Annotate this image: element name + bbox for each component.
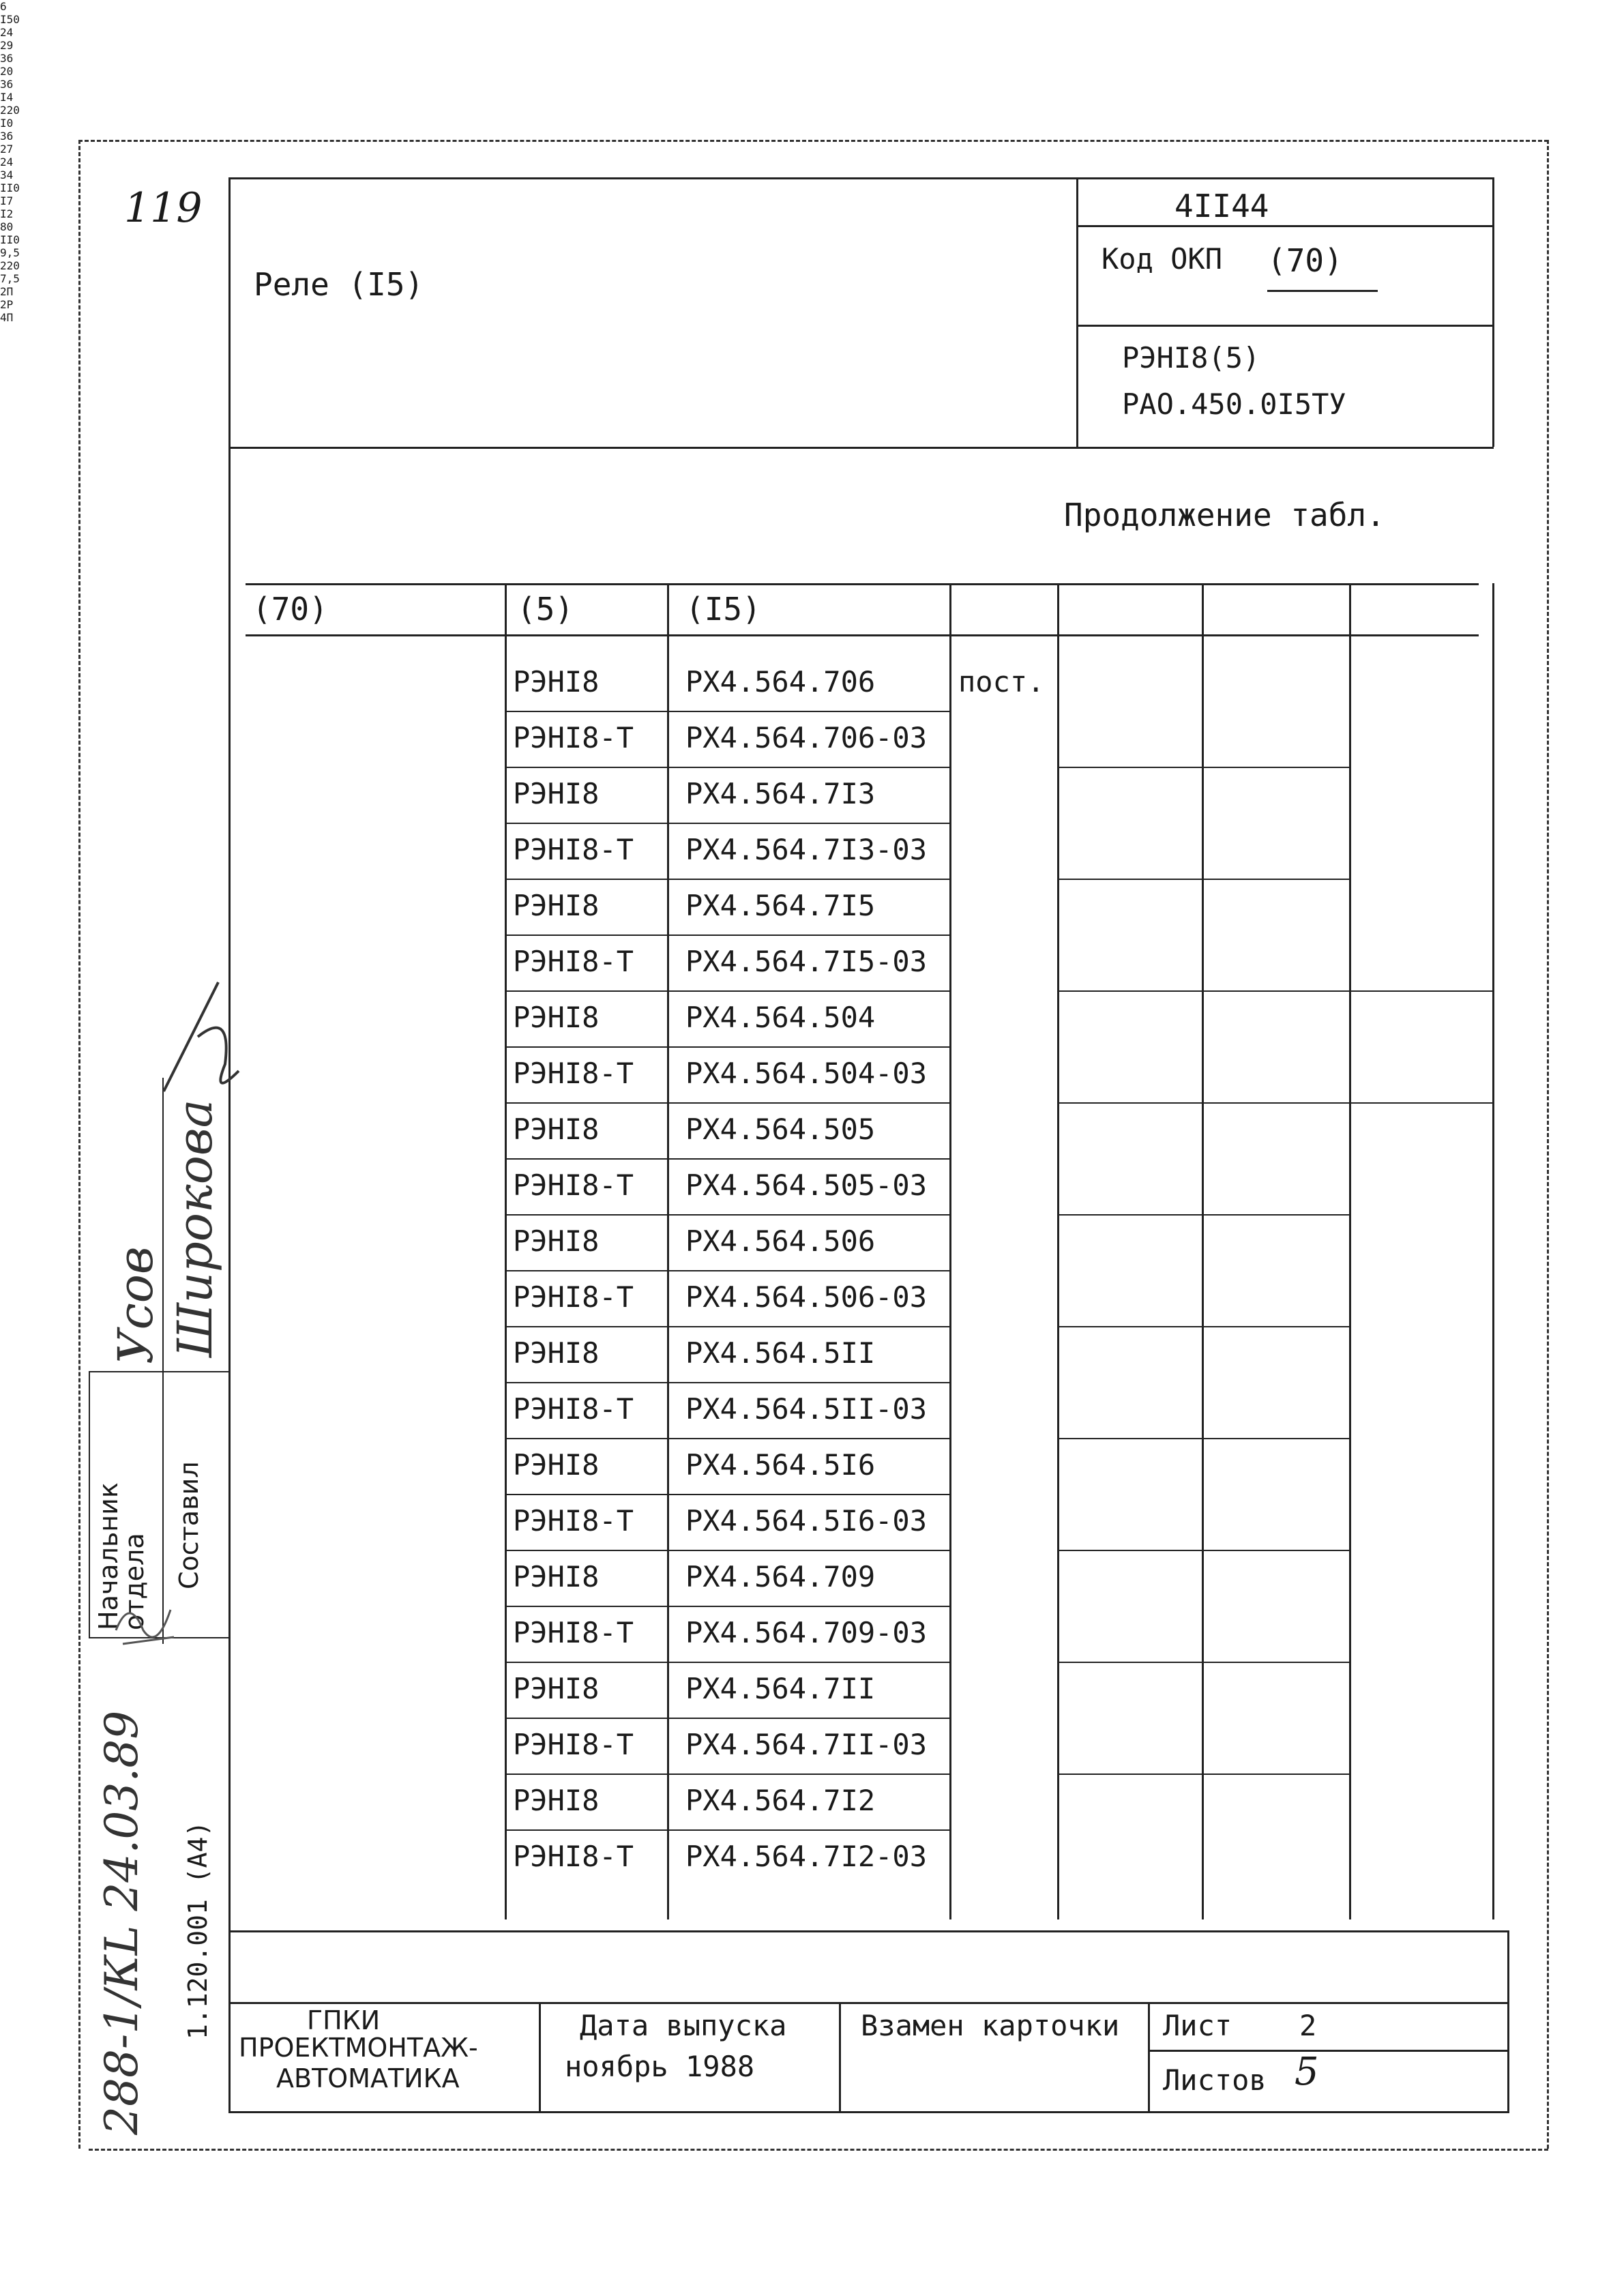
row-model: РЭHI8 (513, 889, 600, 922)
col-header-70: (70) (252, 591, 328, 628)
row-model: РЭHI8 (513, 1784, 600, 1817)
row-code: РХ4.564.7II-03 (685, 1728, 928, 1761)
table-groups (0, 0, 1611, 285)
current-type: пост. (958, 665, 1045, 698)
row-line (505, 1158, 949, 1160)
row-line (505, 1829, 949, 1831)
stamp-line-3 (89, 1371, 228, 1372)
row-model: РЭHI8 (513, 665, 600, 698)
group-voltage: 24 (0, 26, 14, 39)
row-line (505, 1494, 949, 1495)
row-code: РХ4.564.7I3-03 (685, 833, 928, 866)
group-line (1057, 1326, 1349, 1327)
okp-label: Код ОКП (1102, 242, 1223, 276)
sheets-label: Листов (1163, 2063, 1267, 2097)
row-code: РХ4.564.5II (685, 1336, 876, 1370)
row-line (505, 1326, 949, 1327)
row-line (505, 1718, 949, 1719)
row-line (505, 990, 949, 992)
group-resistance: I50 (0, 13, 20, 26)
group-voltage: 24 (0, 156, 14, 168)
page-title: Реле (I5) (254, 266, 424, 303)
group-voltage: 220 (0, 104, 20, 117)
group-resistance: 27 (0, 143, 14, 156)
group-resistance: 7,5 (0, 272, 20, 285)
contact-type: 2Р (0, 298, 14, 311)
group-resistance: 80 (0, 220, 14, 233)
col-header-15: (I5) (685, 591, 761, 628)
row-line (505, 1438, 949, 1439)
table-col-line (1202, 583, 1204, 1919)
row-model: РЭHI8 (513, 1001, 600, 1034)
signature-scribble (136, 969, 246, 1105)
org-line-2: ПРОЕКТМОНТАЖ- (239, 2033, 478, 2063)
stamp-line-5 (89, 1371, 90, 1637)
row-code: РХ4.564.709 (685, 1560, 876, 1593)
org-line-1: ГПКИ (307, 2005, 381, 2035)
code-row-border (1076, 225, 1494, 227)
row-line (505, 1214, 949, 1216)
okp-row-border (1076, 325, 1494, 327)
relay-type: РЭHI8(5) (1122, 341, 1260, 374)
group-resistance: I4 (0, 91, 14, 104)
row-model: РЭHI8-Т (513, 1728, 634, 1761)
table-col-line (1492, 583, 1494, 1919)
archive-note: 288-1/КL 24.03.89 (95, 1710, 148, 2135)
row-code: РХ4.564.7II (685, 1672, 876, 1705)
row-code: РХ4.564.5I6 (685, 1448, 876, 1482)
col-header-5: (5) (517, 591, 574, 628)
row-code: РХ4.564.504-03 (685, 1057, 928, 1090)
main-bottom-border (228, 2111, 1509, 2113)
compiler-signature: Широкова (167, 1099, 223, 1357)
okp-underline (1267, 290, 1378, 292)
frame-left (78, 140, 80, 2149)
group-voltage: II0 (0, 181, 20, 194)
row-model: РЭHI8 (513, 1224, 600, 1258)
row-code: РХ4.564.706 (685, 665, 876, 698)
main-top-border (228, 177, 1494, 179)
row-line (505, 1606, 949, 1607)
group-line (1057, 1773, 1349, 1775)
table-bottom-border (228, 1930, 1509, 1932)
group-resistance: I7 (0, 194, 14, 207)
okp-value: (70) (1267, 242, 1343, 279)
group-resistance: I0 (0, 117, 14, 130)
contact-type: 2П (0, 285, 14, 298)
contact-type: 4П (0, 311, 14, 324)
group-line (1057, 1214, 1349, 1216)
row-model: РЭHI8-Т (513, 721, 634, 754)
contact-line (1349, 1102, 1492, 1104)
group-resistance: 20 (0, 65, 14, 78)
table-col-line (1057, 583, 1059, 1919)
group-voltage: 36 (0, 130, 14, 143)
table-col-line (1349, 583, 1351, 1919)
sheet-value: 2 (1299, 2009, 1317, 2042)
row-model: РЭHI8 (513, 1448, 600, 1482)
group-line (1057, 990, 1349, 992)
table-header-border (246, 634, 1479, 636)
compiler-label: Составил (174, 1461, 204, 1589)
row-line (505, 1662, 949, 1663)
row-code: РХ4.564.7I5-03 (685, 945, 928, 978)
footer-sheet-border (1148, 2050, 1509, 2052)
row-line (505, 711, 949, 712)
sheet-label: Лист (1163, 2009, 1232, 2042)
row-line (505, 1102, 949, 1104)
footer-divider-1 (539, 2002, 541, 2111)
row-line (505, 934, 949, 936)
group-voltage: 6 (0, 0, 7, 13)
row-code: РХ4.564.7I2-03 (685, 1840, 928, 1873)
table-col-line (949, 583, 951, 1919)
row-code: РХ4.564.504 (685, 1001, 876, 1034)
row-code: РХ4.564.7I5 (685, 889, 876, 922)
group-line (1057, 1662, 1349, 1663)
row-line (505, 879, 949, 880)
row-code: РХ4.564.505-03 (685, 1168, 928, 1202)
frame-right (1547, 140, 1549, 2149)
row-line (505, 1773, 949, 1775)
contact-line (1349, 990, 1492, 992)
product-code: 4II44 (1174, 188, 1269, 224)
row-model: РЭHI8 (513, 777, 600, 810)
header-divider (1076, 177, 1078, 447)
row-code: РХ4.564.506 (685, 1224, 876, 1258)
spec-number: РАО.450.0I5ТУ (1122, 387, 1346, 421)
stamp-line-2 (228, 1078, 230, 1644)
org-line-3: АВТОМАТИКА (276, 2063, 460, 2093)
group-line (1057, 1550, 1349, 1551)
replace-label: Взамен карточки (861, 2009, 1120, 2042)
row-code: РХ4.564.506-03 (685, 1280, 928, 1314)
row-model: РЭHI8 (513, 1672, 600, 1705)
footer-divider-2 (839, 2002, 841, 2111)
row-code: РХ4.564.5II-03 (685, 1392, 928, 1426)
issue-label: Дата выпуска (580, 2009, 787, 2042)
row-line (505, 1046, 949, 1048)
footer-divider-3 (1148, 2002, 1150, 2111)
table-top-border (246, 583, 1479, 585)
row-model: РЭHI8-Т (513, 945, 634, 978)
continuation-note: Продолжение табл. (1064, 497, 1385, 533)
row-line (505, 823, 949, 824)
frame-bottom (89, 2149, 1548, 2151)
row-line (505, 1270, 949, 1271)
row-code: РХ4.564.505 (685, 1113, 876, 1146)
row-model: РЭHI8-Т (513, 1168, 634, 1202)
row-code: РХ4.564.709-03 (685, 1616, 928, 1649)
row-model: РЭHI8-Т (513, 1392, 634, 1426)
group-voltage: II0 (0, 233, 20, 246)
footer-top-border (228, 2002, 1509, 2004)
group-line (1057, 767, 1349, 768)
row-line (505, 1382, 949, 1383)
header-bottom-border (228, 447, 1494, 449)
row-model: РЭHI8 (513, 1560, 600, 1593)
group-resistance: 29 (0, 39, 14, 52)
row-model: РЭHI8-Т (513, 1280, 634, 1314)
initials-scribble (109, 1589, 184, 1658)
sheets-value: 5 (1295, 2050, 1319, 2094)
group-line (1057, 1438, 1349, 1439)
form-code: 1.120.001 (А4) (183, 1821, 213, 2040)
group-line (1057, 879, 1349, 880)
row-code: РХ4.564.7I3 (685, 777, 876, 810)
table-col-line (667, 583, 669, 1919)
head-of-dept-label: Начальник отдела (93, 1482, 149, 1630)
frame-top (78, 140, 1548, 142)
group-voltage: I2 (0, 207, 14, 220)
group-voltage: 36 (0, 78, 14, 91)
header-right-border (1492, 177, 1494, 447)
group-resistance: 9,5 (0, 246, 20, 259)
group-voltage: 220 (0, 259, 20, 272)
row-code: РХ4.564.5I6-03 (685, 1504, 928, 1537)
head-signature: Усов (108, 1246, 164, 1364)
row-line (505, 767, 949, 768)
row-code: РХ4.564.7I2 (685, 1784, 876, 1817)
row-model: РЭHI8-Т (513, 1616, 634, 1649)
group-resistance: 34 (0, 168, 14, 181)
footer-right-border (1507, 1930, 1509, 2111)
group-voltage: 36 (0, 52, 14, 65)
issue-value: ноябрь 1988 (565, 2050, 755, 2083)
row-model: РЭHI8-Т (513, 833, 634, 866)
row-model: РЭHI8-Т (513, 1840, 634, 1873)
row-model: РЭHI8 (513, 1113, 600, 1146)
row-code: РХ4.564.706-03 (685, 721, 928, 754)
row-model: РЭHI8-Т (513, 1504, 634, 1537)
page-number: 119 (124, 184, 203, 232)
row-model: РЭHI8-Т (513, 1057, 634, 1090)
row-line (505, 1550, 949, 1551)
group-line (1057, 1102, 1349, 1104)
table-col-line (505, 583, 507, 1919)
row-model: РЭHI8 (513, 1336, 600, 1370)
